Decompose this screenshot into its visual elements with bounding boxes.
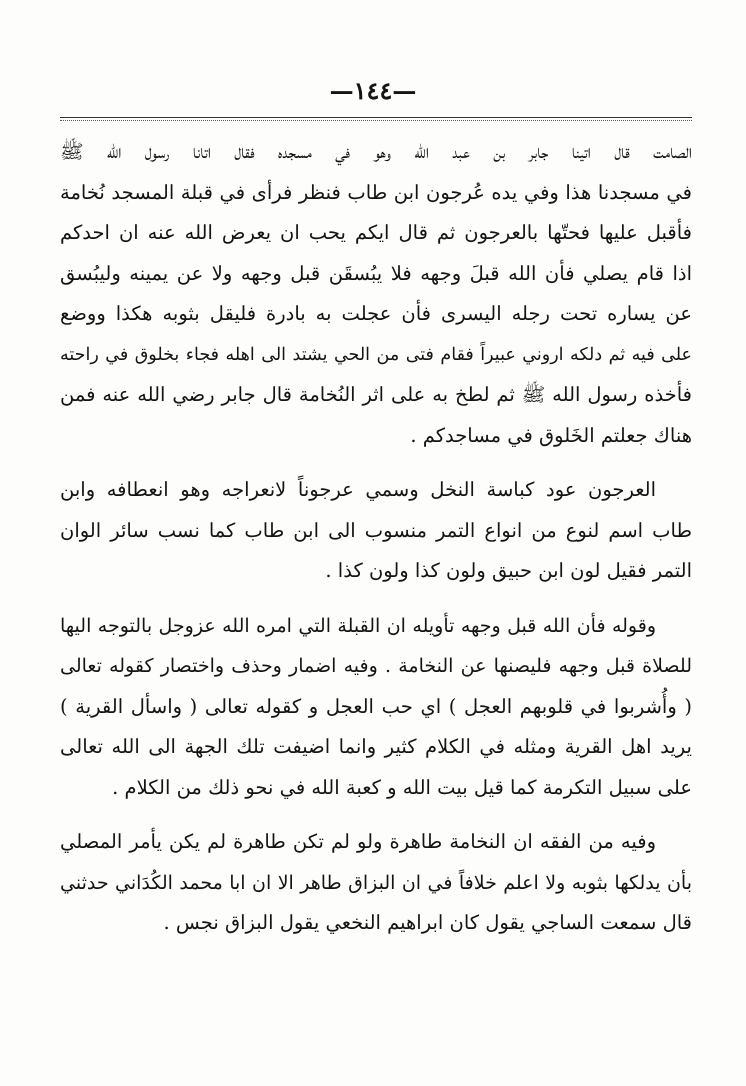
paragraph-gap xyxy=(60,808,692,822)
text-line: اذا قام يصلي فأن الله قبلَ وجهه فلا يبُسقَن قبل وجهه ولا عن يمينه وليبُسق xyxy=(60,261,692,285)
text-line: بأن يدلكها بثوبه ولا اعلم خلافاً في ان البزاق طاهر الا ان ابا محمد الكُدَاني حدثني xyxy=(60,871,692,894)
text-line: هناك جعلتم الخَلوق في مساجدكم . xyxy=(410,423,692,447)
text-line: ( وأُشربوا في قلوبهم العجل ) اي حب العجل و كقوله تعالى ( واسأل القرية ) xyxy=(60,694,692,718)
paragraph-1 xyxy=(60,132,692,456)
paragraph-2 xyxy=(60,470,692,592)
text-line: العرجون عود كباسة النخل وسمي عرجوناً لانعراجه وهو انعطافه وابن xyxy=(60,478,656,501)
text-line: على سبيل التكرمة كما قيل بيت الله و كعبة الله في نحو ذلك من الكلام . xyxy=(112,775,692,799)
text-line: يريد اهل القرية ومثله في الكلام كثير وانما اضيفت تلك الجهة الى الله تعالى xyxy=(60,735,692,758)
page-number: —١٤٤— xyxy=(329,76,417,105)
header-rule-dotted xyxy=(60,120,692,121)
paragraph-gap xyxy=(60,592,692,606)
text-line: التمر فقيل لون ابن حبيق ولون كذا ولون كذا . xyxy=(325,559,692,582)
header-rule xyxy=(60,117,692,118)
text-line: عن يساره تحت رجله اليسرى فأن عجلت به بادرة فليقل بثوبه هكذا ووضع xyxy=(60,302,692,325)
text-line: للصلاة قبل وجهه فليصنها عن النخامة . وفيه اضمار وحذف واختصار كقوله تعالى xyxy=(60,655,692,677)
text-line: فأقبل عليها فحتّها بالعرجون ثم قال ايكم يحب ان يعرض الله عنه ان احدكم xyxy=(60,221,692,244)
text-line: قال سمعت الساجي يقول كان ابراهيم النخعي يقول البزاق نجس . xyxy=(163,911,692,934)
text-line: فأخذه رسول الله ﷺ ثم لطخ به على اثر النُخامة قال جابر رضي الله عنه فمن xyxy=(60,383,692,406)
paragraph-4 xyxy=(60,822,692,944)
text-line: وقوله فأن الله قبل وجهه تأويله ان القبلة التي امره الله عزوجل بالتوجه اليها xyxy=(60,614,656,637)
text-line: وفيه من الفقه ان النخامة طاهرة ولو لم تكن طاهرة لم يكن يأمر المصلي xyxy=(60,830,656,853)
text-line: طاب اسم لنوع من انواع التمر منسوب الى ابن طاب كما نسب سائر الوان xyxy=(60,518,692,542)
paragraph-3 xyxy=(60,606,692,809)
body-text xyxy=(60,132,692,944)
text-line: الصامت قال اتينا جابر بن عبد الله وهو في مسجده فقال اتانا رسول الله ﷺ xyxy=(60,140,692,163)
text-line: على فيه ثم دلكه اروني عبيراً فقام فتى من الحي يشتد الى اهله فجاء بخلوق في راحته xyxy=(60,344,692,365)
text-line: في مسجدنا هذا وفي يده عُرجون ابن طاب فنظر فرأى في قبلة المسجد نُخامة xyxy=(60,180,692,204)
paragraph-gap xyxy=(60,456,692,470)
